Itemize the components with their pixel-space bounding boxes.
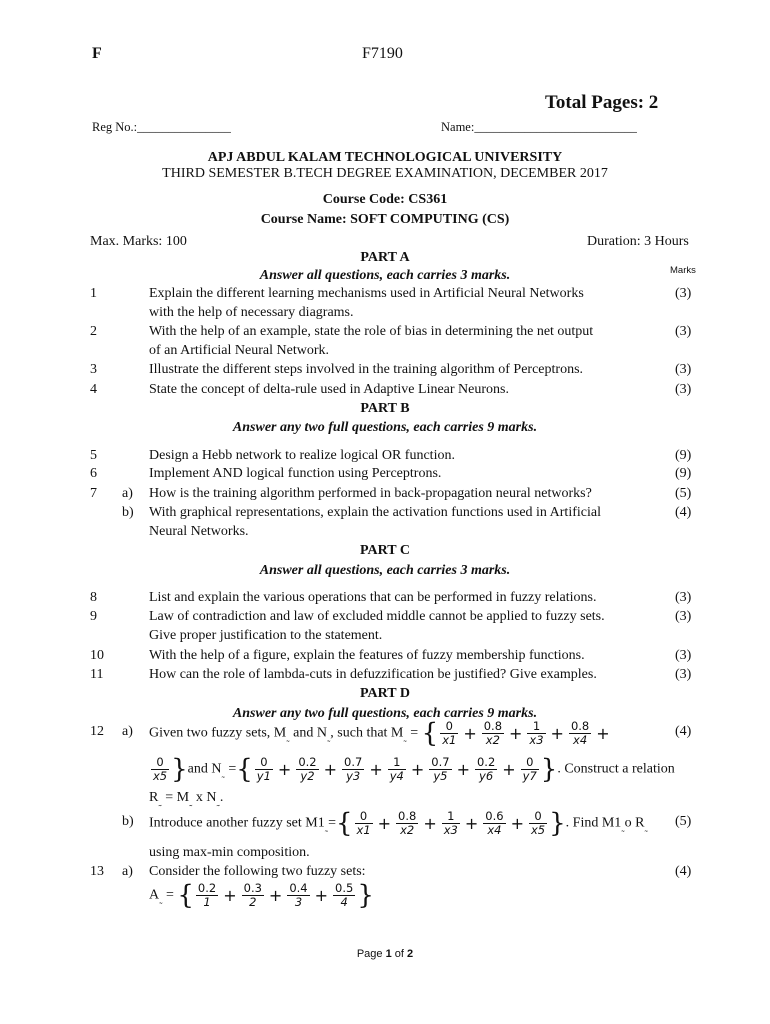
membership-fraction <box>569 720 591 747</box>
q9-number: 9 <box>90 609 97 624</box>
q1-line1: Explain the different learning mechanisms used in Artificial Neural Networks <box>149 286 584 301</box>
plus-sign: + <box>509 724 523 743</box>
set-a-label: A <box>149 887 160 903</box>
q12a-rel: R <box>149 790 159 805</box>
n-set <box>253 755 541 783</box>
q12a-rel2: = M <box>161 790 190 805</box>
duration: Duration: 3 Hours <box>587 234 689 249</box>
membership-fraction <box>333 882 355 909</box>
fraction-numerator: 0.3 <box>243 881 262 895</box>
part-b-title: PART B <box>360 401 410 416</box>
reg-no-field: Reg No.:_______________ <box>92 120 231 134</box>
membership-fraction <box>196 882 218 909</box>
part-d-title: PART D <box>360 686 410 701</box>
fraction-numerator: 0.8 <box>398 809 417 823</box>
q8-line1: List and explain the various operations that can be performed in fuzzy relations. <box>149 590 597 605</box>
open-brace: { <box>177 880 194 911</box>
fraction-numerator: 0 <box>534 809 542 823</box>
q4-line1: State the concept of delta-rule used in Adaptive Linear Neurons. <box>149 382 509 397</box>
fraction-numerator: 0.8 <box>570 719 590 733</box>
fraction-denominator: x1 <box>356 823 371 837</box>
fraction-numerator: 0.7 <box>344 755 363 769</box>
q1-line2: with the help of necessary diagrams. <box>149 305 354 320</box>
q9-marks: (3) <box>675 609 692 624</box>
q12a-text2: and N <box>289 725 327 741</box>
plus-sign: + <box>464 814 479 833</box>
fraction-numerator: 0.6 <box>485 809 504 823</box>
fraction-denominator: x2 <box>482 733 504 747</box>
membership-fraction <box>521 756 539 783</box>
part-c-title: PART C <box>360 543 410 558</box>
fraction-numerator: 0.5 <box>335 881 354 895</box>
fraction-denominator: y4 <box>389 769 404 783</box>
part-a-title: PART A <box>360 250 410 265</box>
membership-fraction <box>342 756 364 783</box>
page-footer <box>0 948 770 960</box>
fraction-denominator: x2 <box>396 823 418 837</box>
fraction-denominator: x5 <box>153 769 168 783</box>
q4-marks: (3) <box>675 382 692 397</box>
q12a-line3 <box>149 790 223 807</box>
q3-number: 3 <box>90 362 97 377</box>
membership-fraction <box>442 810 460 837</box>
left-code: F <box>92 45 102 62</box>
fraction-denominator: y1 <box>256 769 271 783</box>
fraction-numerator: 0.2 <box>197 881 217 895</box>
plus-sign: + <box>423 814 437 833</box>
fraction-denominator: x4 <box>483 823 505 837</box>
fraction-denominator: x3 <box>443 823 458 837</box>
membership-fraction <box>355 810 373 837</box>
q12b-find: . Find M1 <box>565 815 622 831</box>
q12b-line2: using max-min composition. <box>149 845 310 860</box>
footer-page-num: 1 <box>385 948 392 960</box>
q13-number: 13 <box>90 864 104 879</box>
plus-sign: + <box>223 886 237 905</box>
q3-marks: (3) <box>675 362 692 377</box>
q6-number: 6 <box>90 466 97 481</box>
tilde-mark: ˷ <box>159 893 163 905</box>
fraction-denominator: y3 <box>342 769 364 783</box>
part-d-instruction: Answer any two full questions, each carries 9 marks. <box>232 706 538 721</box>
plus-sign: + <box>277 760 292 779</box>
q12a-marks: (4) <box>675 724 692 739</box>
q12a-construct: . Construct a relation <box>557 761 675 777</box>
q12b-text1: Introduce another fuzzy set M1 <box>149 815 325 831</box>
membership-fraction <box>388 756 406 783</box>
fraction-denominator: x1 <box>442 733 457 747</box>
q1-number: 1 <box>90 286 97 301</box>
fraction-denominator: x4 <box>569 733 591 747</box>
exam-title: THIRD SEMESTER B.TECH DEGREE EXAMINATION, DECEMBER 2017 <box>162 166 608 181</box>
membership-fraction <box>527 720 545 747</box>
fraction-numerator: 1 <box>532 719 541 733</box>
q8-marks: (3) <box>675 590 692 605</box>
fraction-numerator: 0 <box>445 719 453 733</box>
q12b-label: b) <box>122 814 134 829</box>
fraction-denominator: x5 <box>530 823 546 837</box>
q7b-line2: Neural Networks. <box>149 524 249 539</box>
total-pages: Total Pages: 2 <box>545 92 659 113</box>
fraction-numerator: 0 <box>156 755 164 769</box>
q13a-label: a) <box>122 864 133 879</box>
close-brace: } <box>549 808 566 839</box>
q11-marks: (3) <box>675 667 692 682</box>
membership-fraction <box>255 756 273 783</box>
plus-sign: + <box>456 760 470 779</box>
tilde-mark: ˷ <box>158 796 162 807</box>
q12a-eq2: = <box>224 761 237 777</box>
q3-line1: Illustrate the different steps involved in the training algorithm of Perceptrons. <box>149 362 584 377</box>
open-brace: { <box>236 754 253 785</box>
paper-code: F7190 <box>362 45 403 62</box>
name-field: Name:__________________________ <box>441 120 637 134</box>
q7b-marks: (4) <box>675 505 692 520</box>
q7b-label: b) <box>122 505 134 520</box>
plus-sign: + <box>550 724 564 743</box>
plus-sign: + <box>369 760 383 779</box>
course-code: Course Code: CS361 <box>322 192 448 207</box>
q9-line1: Law of contradiction and law of excluded middle cannot be applied to fuzzy sets. <box>149 609 605 624</box>
q5-marks: (9) <box>675 448 692 463</box>
tilde-mark: ˷ <box>621 821 625 833</box>
q8-number: 8 <box>90 590 97 605</box>
membership-fraction <box>242 882 264 909</box>
q2-line1: With the help of an example, state the role of bias in determining the net output <box>149 324 594 339</box>
tilde-mark: ˷ <box>403 731 407 743</box>
q12a-text1: Given two fuzzy sets, M <box>149 725 287 741</box>
fraction-denominator: y7 <box>522 769 537 783</box>
membership-fraction <box>482 720 504 747</box>
q12a-label: a) <box>122 724 133 739</box>
fraction-numerator: 0.2 <box>476 755 496 769</box>
membership-fraction <box>529 810 547 837</box>
plus-sign: + <box>323 760 338 779</box>
plus-sign: + <box>463 724 477 743</box>
fraction-numerator: 0.7 <box>431 755 450 769</box>
fraction-denominator: y2 <box>296 769 318 783</box>
plus-sign: + <box>510 814 524 833</box>
q6-line1: Implement AND logical function using Perceptrons. <box>149 466 442 481</box>
q7-number: 7 <box>90 486 97 501</box>
open-brace: { <box>335 808 353 839</box>
q12a-line2 <box>149 756 675 783</box>
university-name: APJ ABDUL KALAM TECHNOLOGICAL UNIVERSITY <box>207 150 563 165</box>
tilde-mark: ˷ <box>286 731 290 743</box>
q13a-marks: (4) <box>675 864 692 879</box>
q12-number: 12 <box>90 724 104 739</box>
q10-marks: (3) <box>675 648 692 663</box>
course-name: Course Name: SOFT COMPUTING (CS) <box>260 212 510 227</box>
q2-number: 2 <box>90 324 97 339</box>
q12b-marks: (5) <box>675 814 692 829</box>
q4-number: 4 <box>90 382 97 397</box>
footer-page-total: 2 <box>407 948 414 960</box>
q10-number: 10 <box>90 648 104 663</box>
q11-line1: How can the role of lambda-cuts in defuzzification be justified? Give examples. <box>149 667 597 682</box>
membership-fraction <box>296 756 318 783</box>
q12a-line1 <box>149 720 613 747</box>
fraction-denominator: y6 <box>475 769 497 783</box>
part-b-instruction: Answer any two full questions, each carries 9 marks. <box>232 420 538 435</box>
a-set <box>194 881 357 909</box>
plus-sign: + <box>596 724 610 743</box>
membership-fraction <box>475 756 497 783</box>
q12b-line1 <box>149 810 648 837</box>
marks-header: Marks <box>670 265 696 276</box>
q7b-line1: With graphical representations, explain the activation functions used in Artificial <box>149 505 601 520</box>
q6-marks: (9) <box>675 466 692 481</box>
close-brace: } <box>171 754 188 785</box>
q2-marks: (3) <box>675 324 692 339</box>
membership-fraction <box>151 756 169 783</box>
footer-page-of: of <box>391 948 408 960</box>
fraction-numerator: 0 <box>359 809 368 823</box>
q12a-rel4: . <box>219 790 224 805</box>
q12a-and: and N <box>187 761 222 777</box>
q12b-o: o R <box>624 815 645 831</box>
plus-sign: + <box>314 886 329 905</box>
q12a-rel3: x N <box>192 790 217 805</box>
plus-sign: + <box>502 760 516 779</box>
membership-fraction <box>429 756 451 783</box>
fraction-denominator: x3 <box>529 733 544 747</box>
fraction-denominator: y5 <box>429 769 451 783</box>
q7a-line1: How is the training algorithm performed in back-propagation neural networks? <box>149 486 592 501</box>
q13a-set-a <box>149 882 374 909</box>
fraction-numerator: 0.2 <box>298 755 317 769</box>
max-marks: Max. Marks: 100 <box>90 234 187 249</box>
tilde-mark: ˷ <box>216 796 220 807</box>
q7a-label: a) <box>122 486 133 501</box>
m-set-part1 <box>438 719 612 747</box>
fraction-denominator: 2 <box>242 895 264 909</box>
m1-set <box>353 809 550 837</box>
q9-line2: Give proper justification to the statement. <box>149 628 383 643</box>
tilde-mark: ˷ <box>326 731 331 743</box>
q11-number: 11 <box>90 667 104 682</box>
tilde-mark: ˷ <box>189 796 193 807</box>
fraction-denominator: 4 <box>333 895 355 909</box>
set-a-eq: = <box>162 887 178 903</box>
part-c-instruction: Answer all questions, each carries 3 marks. <box>259 563 511 578</box>
fraction-numerator: 1 <box>393 755 401 769</box>
close-brace: } <box>357 880 374 911</box>
part-a-instruction: Answer all questions, each carries 3 marks. <box>259 268 511 283</box>
plus-sign: + <box>377 814 392 833</box>
q5-line1: Design a Hebb network to realize logical OR function. <box>149 448 455 463</box>
q12b-eq: = <box>328 815 336 831</box>
tilde-mark: ˷ <box>644 821 648 833</box>
q12a-text3: , such that M <box>330 725 404 741</box>
tilde-mark: ˷ <box>324 821 329 833</box>
close-brace: } <box>540 754 558 785</box>
fraction-numerator: 0 <box>526 755 534 769</box>
membership-fraction <box>483 810 505 837</box>
q1-marks: (3) <box>675 286 692 301</box>
fraction-numerator: 0.4 <box>289 881 308 895</box>
fraction-numerator: 0 <box>260 755 268 769</box>
membership-fraction <box>396 810 418 837</box>
fraction-numerator: 1 <box>447 809 455 823</box>
m-set-part2 <box>149 755 171 783</box>
q13a-line1: Consider the following two fuzzy sets: <box>149 864 366 879</box>
q2-line2: of an Artificial Neural Network. <box>149 343 329 358</box>
membership-fraction <box>440 720 458 747</box>
q5-number: 5 <box>90 448 97 463</box>
plus-sign: + <box>268 886 283 905</box>
tilde-mark: ˷ <box>221 767 225 779</box>
q7a-marks: (5) <box>675 486 692 501</box>
membership-fraction <box>287 882 309 909</box>
plus-sign: + <box>410 760 425 779</box>
open-brace: { <box>421 718 439 749</box>
footer-page-prefix: Page <box>356 948 386 960</box>
fraction-denominator: 3 <box>287 895 309 909</box>
fraction-denominator: 1 <box>196 895 218 909</box>
q12a-eq: = <box>406 725 422 741</box>
fraction-numerator: 0.8 <box>483 719 503 733</box>
q10-line1: With the help of a figure, explain the features of fuzzy membership functions. <box>149 648 585 663</box>
